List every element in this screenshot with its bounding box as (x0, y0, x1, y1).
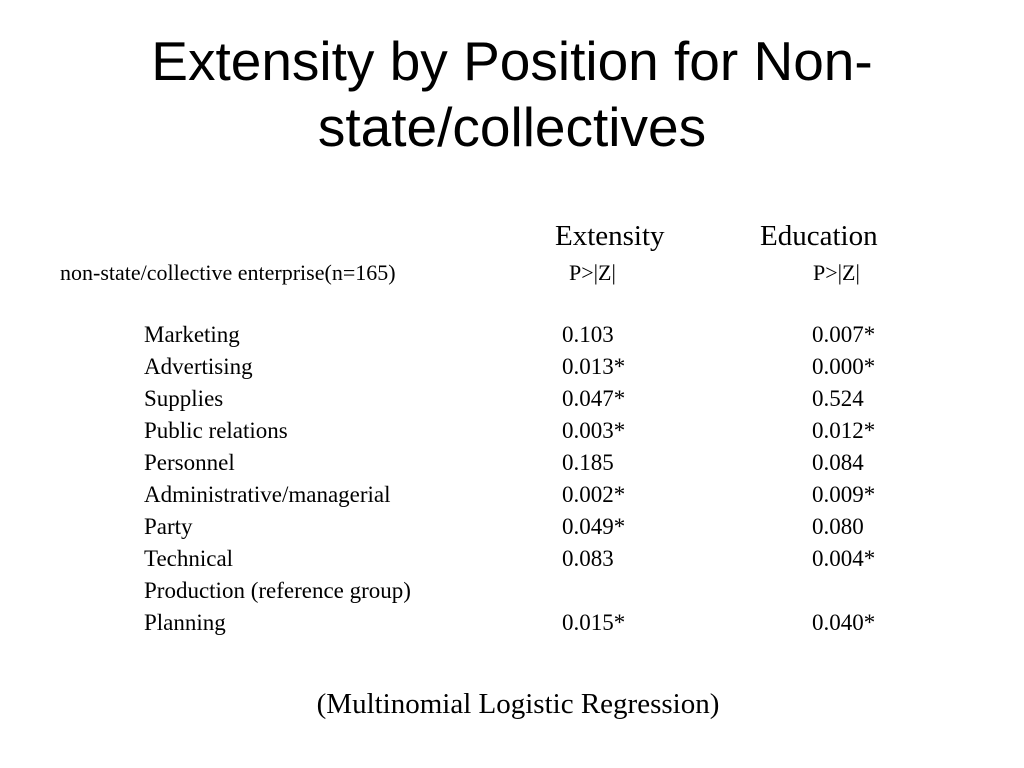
table-row (0, 354, 1024, 386)
method-footnote: (Multinomial Logistic Regression) (316, 688, 720, 720)
slide-title (0, 28, 1024, 160)
stat-header-extensity: P>|Z| (569, 260, 616, 285)
table-row (0, 578, 1024, 610)
slide-title-line-2: state/collectives (317, 96, 707, 158)
extensity-value: 0.002* (562, 482, 626, 507)
education-value: 0.004* (812, 546, 876, 571)
table-row (0, 546, 1024, 578)
education-value: 0.524 (812, 386, 864, 411)
extensity-value: 0.003* (562, 418, 626, 443)
table-row (0, 322, 1024, 354)
row-label: Personnel (144, 450, 235, 475)
education-value: 0.084 (812, 450, 864, 475)
education-value: 0.007* (812, 322, 876, 347)
row-label: Supplies (144, 386, 224, 411)
column-header-extensity: Extensity (555, 220, 665, 252)
row-label: Technical (144, 546, 234, 571)
table-row (0, 450, 1024, 482)
table-row (0, 482, 1024, 514)
extensity-value: 0.049* (562, 514, 626, 539)
row-label: Planning (144, 610, 226, 635)
education-value: 0.040* (812, 610, 876, 635)
row-label: Advertising (144, 354, 253, 379)
table-row (0, 418, 1024, 450)
extensity-value: 0.185 (562, 450, 614, 475)
extensity-value: 0.015* (562, 610, 626, 635)
row-label: Party (144, 514, 193, 539)
row-label: Public relations (144, 418, 288, 443)
education-value: 0.012* (812, 418, 876, 443)
row-group-label: non-state/collective enterprise(n=165) (60, 260, 396, 285)
table-row (0, 514, 1024, 546)
row-label: Administrative/managerial (144, 482, 391, 507)
column-header-education: Education (760, 220, 878, 252)
stat-header-education: P>|Z| (813, 260, 860, 285)
slide-title-line-1: Extensity by Position for Non- (151, 30, 873, 92)
extensity-value: 0.103 (562, 322, 614, 347)
education-value: 0.009* (812, 482, 876, 507)
table-row (0, 386, 1024, 418)
row-label: Marketing (144, 322, 240, 347)
row-label: Production (reference group) (144, 578, 411, 603)
education-value: 0.000* (812, 354, 876, 379)
extensity-value: 0.047* (562, 386, 626, 411)
extensity-value: 0.083 (562, 546, 614, 571)
table-row (0, 610, 1024, 642)
education-value: 0.080 (812, 514, 864, 539)
extensity-value: 0.013* (562, 354, 626, 379)
